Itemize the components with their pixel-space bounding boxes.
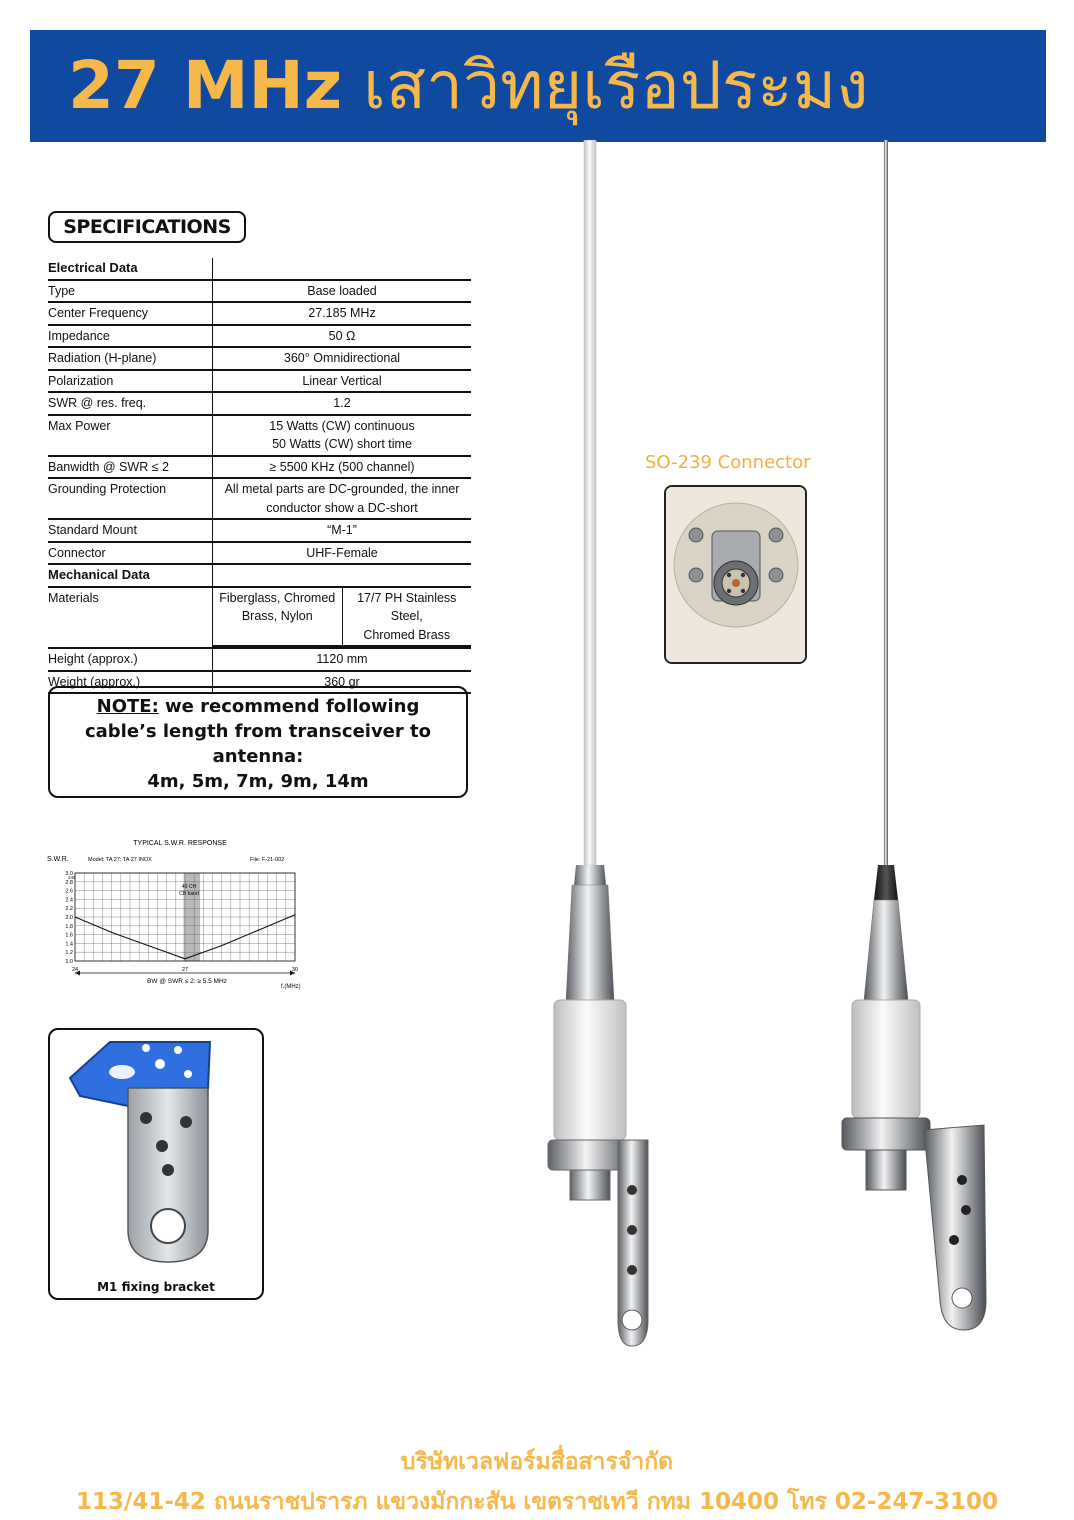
fiberglass-antenna-image: [532, 140, 652, 1350]
spec-label: Type: [48, 280, 213, 303]
materials-line: Fiberglass, Chromed: [219, 590, 336, 605]
swr-x-tick-label: 27: [181, 967, 189, 973]
spec-label: Connector: [48, 542, 213, 565]
spec-value: 50 Ω: [213, 325, 472, 348]
spec-label: Impedance: [48, 325, 213, 348]
spec-value: [213, 415, 472, 456]
swr-y-tick-label: 1.0: [65, 959, 73, 965]
spec-label: Banwidth @ SWR ≤ 2: [48, 456, 213, 479]
spec-label: Weight (approx.): [48, 671, 213, 694]
materials-line: Brass, Nylon: [241, 609, 313, 623]
spec-label: Center Frequency: [48, 302, 213, 325]
swr-y-tick-label: 2.6: [65, 888, 73, 895]
m1-bracket-image: [50, 1030, 262, 1270]
note-line-2: cable’s length from transceiver to: [84, 721, 432, 742]
swr-y-tick-label: 2.2: [65, 906, 73, 913]
spec-value: [213, 478, 472, 519]
spec-value-line: All metal parts are DC-grounded, the inner: [224, 482, 460, 496]
swr-model-text: Model: TA 27; TA 27 INOX: [88, 857, 152, 863]
spec-label: Polarization: [48, 370, 213, 393]
swr-data-point: [148, 945, 149, 946]
swr-x-axis-label: f.(MHz): [281, 984, 301, 990]
materials-line: 17/7 PH Stainless Steel,: [357, 590, 457, 623]
cable-length-note: [48, 686, 468, 798]
spec-label: Radiation (H-plane): [48, 347, 213, 370]
swr-response-chart: [45, 835, 315, 995]
mechanical-data-title: Mechanical Data: [48, 564, 213, 587]
swr-band-label: 40 CH: [181, 884, 197, 890]
spec-value: Base loaded: [213, 280, 472, 303]
swr-bandwidth-label: BW @ SWR ≤ 2: ≥ 5.5 MHz: [147, 978, 227, 985]
swr-y-tick-label: 2.4: [65, 897, 73, 904]
spec-value: ≥ 5500 KHz (500 channel): [213, 456, 472, 479]
so239-connector-image: [666, 487, 805, 662]
company-name: บริษัทเวลฟอร์มสื่อสารจำกัด: [400, 1449, 674, 1475]
spec-label: SWR @ res. freq.: [48, 392, 213, 415]
spec-value: 1120 mm: [213, 648, 472, 671]
swr-corner-label: 240: [68, 875, 76, 880]
spec-label: Max Power: [48, 415, 213, 456]
note-line-1: [50, 694, 466, 719]
materials-fiberglass: [213, 588, 342, 647]
materials-line: Chromed Brass: [363, 627, 451, 642]
note-text: we recommend following: [158, 696, 420, 717]
specifications-table: [48, 258, 471, 694]
spec-value-line: conductor show a DC-short: [266, 500, 418, 515]
swr-band-label: CB band: [179, 891, 199, 897]
swr-y-axis-label: S.W.R.: [47, 856, 69, 863]
spec-value-line: 15 Watts (CW) continuous: [269, 418, 415, 433]
spec-value-line: 50 Watts (CW) short time: [272, 437, 412, 451]
swr-data-point: [111, 932, 112, 933]
connector-label: SO-239 Connector: [645, 452, 811, 473]
swr-y-tick-label: 1.2: [65, 950, 73, 957]
electrical-data-title: Electrical Data: [48, 258, 213, 280]
title-thai: เสาวิทยุเรือประมง: [363, 47, 869, 124]
spec-label: Height (approx.): [48, 648, 213, 671]
bracket-caption: M1 fixing bracket: [97, 1280, 215, 1294]
swr-y-tick-label: 3.0: [65, 871, 73, 877]
note-line-3: antenna:: [212, 746, 304, 767]
swr-data-point: [258, 930, 259, 931]
spec-value: 360° Omnidirectional: [213, 347, 472, 370]
spec-value: UHF-Female: [213, 542, 472, 565]
page-title: [68, 34, 868, 138]
swr-y-tick-label: 2.0: [65, 915, 73, 921]
note-keyword: NOTE:: [96, 696, 159, 717]
note-line-4: 4m, 5m, 7m, 9m, 14m: [147, 771, 369, 792]
swr-y-tick-label: 1.8: [65, 923, 73, 930]
swr-data-point: [294, 914, 295, 915]
spec-value: 1.2: [213, 392, 472, 415]
swr-x-tick-label: 30: [291, 967, 299, 973]
swr-chart-svg: [45, 835, 315, 995]
swr-data-point: [221, 945, 222, 946]
swr-y-tick-label: 2.8: [65, 879, 73, 886]
swr-x-tick-label: 24: [71, 967, 79, 973]
specifications-heading: SPECIFICATIONS: [48, 211, 246, 243]
swr-y-tick-label: 1.4: [65, 941, 73, 948]
spec-label: Materials: [48, 587, 213, 649]
stainless-antenna-image: [834, 140, 994, 1350]
swr-data-point: [74, 916, 75, 917]
spec-value: 360 gr: [213, 671, 472, 694]
swr-y-tick-label: 1.6: [65, 932, 73, 939]
materials-steel: [342, 588, 471, 647]
spec-value: “M-1”: [213, 519, 472, 542]
spec-label: Grounding Protection: [48, 478, 213, 519]
title-frequency: 27 MHz: [68, 47, 343, 124]
swr-chart-title: TYPICAL S.W.R. RESPONSE: [133, 840, 227, 847]
company-address: 113/41-42 ถนนราชปรารภ แขวงมักกะสัน เขตราชเทวี กทม 10400 โทร 02-247-3100: [75, 1489, 999, 1515]
spec-value: Linear Vertical: [213, 370, 472, 393]
swr-data-point: [184, 958, 185, 959]
spec-value: 27.185 MHz: [213, 302, 472, 325]
m1-bracket-panel: [48, 1028, 264, 1300]
connector-photo-panel: [664, 485, 807, 664]
spec-label: Standard Mount: [48, 519, 213, 542]
swr-file-text: File: F-21-002: [250, 857, 285, 863]
